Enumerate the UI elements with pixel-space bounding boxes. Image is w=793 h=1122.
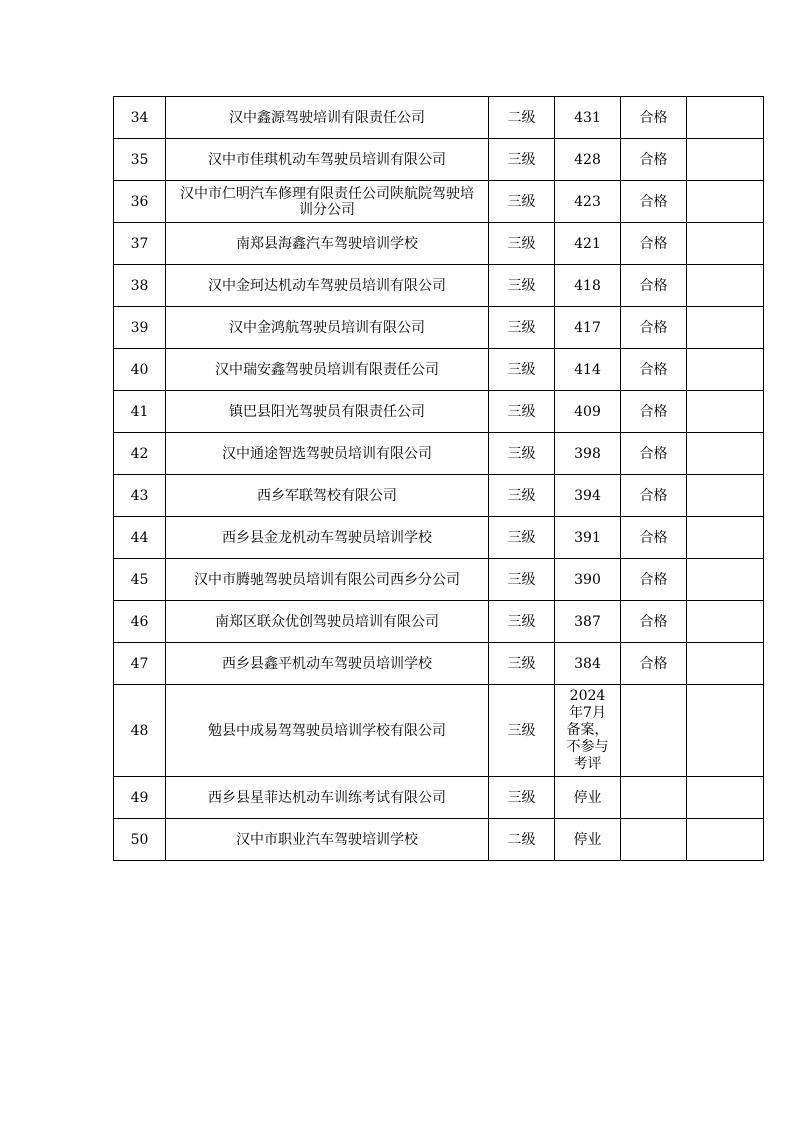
result-cell	[621, 819, 687, 861]
score-cell: 414	[555, 349, 621, 391]
remark-cell	[687, 139, 764, 181]
result-cell: 合格	[621, 391, 687, 433]
school-name	[166, 685, 489, 777]
result-cell: 合格	[621, 559, 687, 601]
grade-cell: 三级	[489, 559, 555, 601]
grade-cell: 二级	[489, 819, 555, 861]
grade-cell: 三级	[489, 601, 555, 643]
result-cell: 合格	[621, 307, 687, 349]
result-cell: 合格	[621, 601, 687, 643]
grade-cell: 三级	[489, 391, 555, 433]
row-number: 49	[114, 777, 166, 819]
score-cell: 390	[555, 559, 621, 601]
row-number: 34	[114, 97, 166, 139]
grade-cell: 三级	[489, 685, 555, 777]
school-name-text: 汉中市佳琪机动车驾驶员培训有限公司	[208, 151, 446, 168]
school-name-text: 汉中金珂达机动车驾驶员培训有限公司	[208, 277, 446, 294]
result-cell: 合格	[621, 517, 687, 559]
row-number: 39	[114, 307, 166, 349]
row-number: 37	[114, 223, 166, 265]
school-name	[166, 643, 489, 685]
score-cell: 387	[555, 601, 621, 643]
remark-cell	[687, 777, 764, 819]
score-cell: 421	[555, 223, 621, 265]
table-row	[114, 685, 764, 777]
result-cell: 合格	[621, 223, 687, 265]
table-row	[114, 517, 764, 559]
grade-cell: 三级	[489, 517, 555, 559]
result-cell: 合格	[621, 349, 687, 391]
score-cell: 394	[555, 475, 621, 517]
score-cell: 428	[555, 139, 621, 181]
school-name-text: 汉中市腾驰驾驶员培训有限公司西乡分公司	[194, 571, 460, 588]
table-row	[114, 139, 764, 181]
table-row	[114, 643, 764, 685]
school-name-text: 汉中市职业汽车驾驶培训学校	[236, 831, 418, 848]
results-table	[113, 96, 764, 861]
school-name-text: 西乡县金龙机动车驾驶员培训学校	[222, 529, 432, 546]
remark-cell	[687, 559, 764, 601]
school-name	[166, 307, 489, 349]
remark-cell	[687, 819, 764, 861]
school-name	[166, 517, 489, 559]
school-name-text: 西乡县鑫平机动车驾驶员培训学校	[222, 655, 432, 672]
row-number: 36	[114, 181, 166, 223]
school-name-text: 西乡军联驾校有限公司	[257, 487, 397, 504]
remark-cell	[687, 643, 764, 685]
school-name	[166, 819, 489, 861]
result-cell	[621, 685, 687, 777]
school-name	[166, 559, 489, 601]
row-number: 40	[114, 349, 166, 391]
grade-cell: 三级	[489, 643, 555, 685]
table-row	[114, 819, 764, 861]
remark-cell	[687, 223, 764, 265]
remark-cell	[687, 475, 764, 517]
row-number: 38	[114, 265, 166, 307]
school-name-text: 南郑县海鑫汽车驾驶培训学校	[236, 235, 418, 252]
table-row	[114, 97, 764, 139]
school-name-text: 汉中市仁明汽车修理有限责任公司陕航院驾驶培训分公司	[180, 185, 474, 218]
table-row	[114, 223, 764, 265]
table-row	[114, 777, 764, 819]
school-name	[166, 391, 489, 433]
school-name-text: 西乡县星菲达机动车训练考试有限公司	[208, 789, 446, 806]
result-cell: 合格	[621, 139, 687, 181]
result-cell: 合格	[621, 97, 687, 139]
score-cell: 398	[555, 433, 621, 475]
school-name-text: 汉中鑫源驾驶培训有限责任公司	[229, 109, 425, 126]
remark-cell	[687, 265, 764, 307]
school-name	[166, 349, 489, 391]
result-cell: 合格	[621, 433, 687, 475]
remark-cell	[687, 307, 764, 349]
row-number: 41	[114, 391, 166, 433]
table-row	[114, 559, 764, 601]
remark-cell	[687, 97, 764, 139]
table-row	[114, 265, 764, 307]
grade-cell: 三级	[489, 139, 555, 181]
remark-cell	[687, 433, 764, 475]
score-cell: 391	[555, 517, 621, 559]
table-row	[114, 433, 764, 475]
remark-cell	[687, 349, 764, 391]
grade-cell: 三级	[489, 307, 555, 349]
school-name	[166, 601, 489, 643]
remark-cell	[687, 181, 764, 223]
grade-cell: 三级	[489, 475, 555, 517]
row-number: 48	[114, 685, 166, 777]
score-cell: 417	[555, 307, 621, 349]
score-cell: 384	[555, 643, 621, 685]
table-row	[114, 601, 764, 643]
school-name	[166, 777, 489, 819]
score-cell: 409	[555, 391, 621, 433]
row-number: 35	[114, 139, 166, 181]
result-cell: 合格	[621, 475, 687, 517]
remark-cell	[687, 685, 764, 777]
school-name-text: 镇巴县阳光驾驶员有限责任公司	[229, 403, 425, 420]
grade-cell: 三级	[489, 777, 555, 819]
row-number: 44	[114, 517, 166, 559]
row-number: 50	[114, 819, 166, 861]
remark-cell	[687, 601, 764, 643]
score-cell: 2024年7月备案，不参与考评	[555, 685, 621, 777]
table-row	[114, 475, 764, 517]
grade-cell: 三级	[489, 181, 555, 223]
result-cell: 合格	[621, 181, 687, 223]
grade-cell: 三级	[489, 265, 555, 307]
row-number: 42	[114, 433, 166, 475]
school-name	[166, 97, 489, 139]
school-name-text: 南郑区联众优创驾驶员培训有限公司	[215, 613, 439, 630]
table-row	[114, 307, 764, 349]
grade-cell: 三级	[489, 223, 555, 265]
table-row	[114, 391, 764, 433]
school-name	[166, 223, 489, 265]
score-cell: 423	[555, 181, 621, 223]
table-row	[114, 349, 764, 391]
result-cell: 合格	[621, 643, 687, 685]
school-name-text: 汉中金鸿航驾驶员培训有限公司	[229, 319, 425, 336]
result-cell: 合格	[621, 265, 687, 307]
school-name-text: 勉县中成易驾驾驶员培训学校有限公司	[208, 722, 446, 739]
row-number: 46	[114, 601, 166, 643]
score-cell: 停业	[555, 777, 621, 819]
score-cell: 431	[555, 97, 621, 139]
grade-cell: 三级	[489, 433, 555, 475]
row-number: 43	[114, 475, 166, 517]
school-name	[166, 181, 489, 223]
row-number: 45	[114, 559, 166, 601]
grade-cell: 二级	[489, 97, 555, 139]
school-name	[166, 139, 489, 181]
school-name	[166, 265, 489, 307]
school-name	[166, 475, 489, 517]
school-name-text: 汉中瑞安鑫驾驶员培训有限责任公司	[215, 361, 439, 378]
row-number: 47	[114, 643, 166, 685]
grade-cell: 三级	[489, 349, 555, 391]
score-cell: 停业	[555, 819, 621, 861]
school-name	[166, 433, 489, 475]
score-cell: 418	[555, 265, 621, 307]
remark-cell	[687, 391, 764, 433]
school-name-text: 汉中通途智选驾驶员培训有限公司	[222, 445, 432, 462]
table-row	[114, 181, 764, 223]
remark-cell	[687, 517, 764, 559]
result-cell	[621, 777, 687, 819]
